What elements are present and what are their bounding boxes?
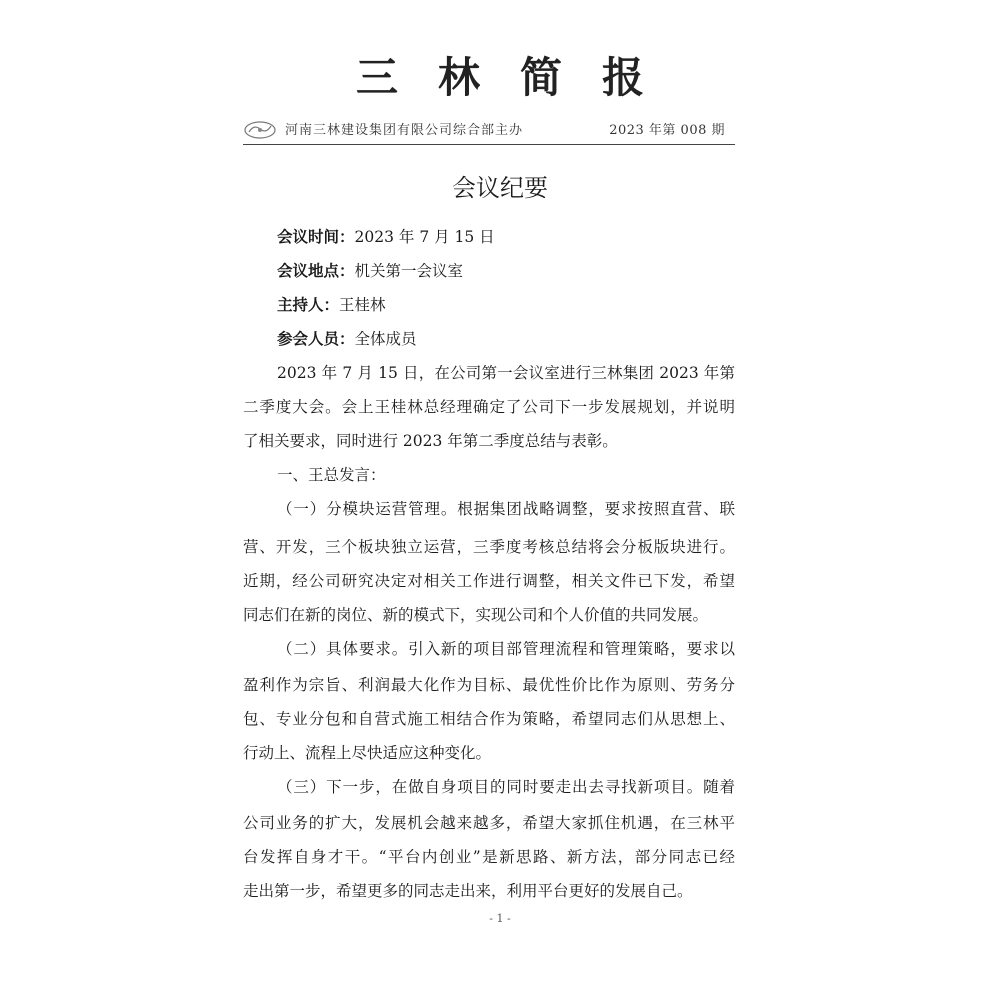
meeting-time — [277, 224, 495, 250]
paragraph-line: 二季度大会。会上王桂林总经理确定了公司下一步发展规划，并说明 — [243, 398, 735, 416]
meeting-host-value: 王桂林 — [339, 296, 386, 314]
header-divider — [243, 144, 735, 145]
publisher-text: 河南三林建设集团有限公司综合部主办 — [285, 123, 524, 138]
meeting-attendees — [277, 326, 417, 352]
meeting-place-label: 会议地点： — [277, 262, 355, 280]
section-heading: 一、王总发言： — [277, 466, 386, 484]
page-number: - 1 - — [489, 912, 511, 925]
meeting-host-label: 主持人： — [277, 296, 340, 314]
paragraph-line: 台发挥自身才干。“平台内创业”是新思路、新方法，部分同志已经 — [243, 848, 735, 866]
company-logo-icon — [243, 120, 277, 140]
meeting-attendees-value: 全体成员 — [354, 330, 417, 348]
paragraph-line: 公司业务的扩大，发展机会越来越多，希望大家抓住机遇，在三林平 — [243, 814, 735, 832]
meeting-place-value: 机关第一会议室 — [354, 262, 464, 280]
meeting-time-value: 2023 年 7 月 15 日 — [354, 228, 495, 246]
paragraph-line: （三）下一步，在做自身项目的同时要走出去寻找新项目。随着 — [277, 778, 735, 796]
document-title: 会议纪要 — [452, 174, 548, 202]
paragraph-line: （二）具体要求。引入新的项目部管理流程和管理策略，要求以 — [277, 640, 735, 658]
paragraph-line: 同志们在新的岗位、新的模式下，实现公司和个人价值的共同发展。 — [243, 606, 709, 624]
paragraph-line: 了相关要求，同时进行 2023 年第二季度总结与表彰。 — [243, 432, 618, 450]
meeting-time-label: 会议时间： — [277, 228, 355, 246]
masthead-title: 三林简报 — [355, 53, 684, 102]
paragraph-line: 走出第一步，希望更多的同志走出来，利用平台更好的发展自己。 — [243, 882, 693, 900]
meeting-place — [277, 258, 463, 284]
issue-number: 2023 年第 008 期 — [609, 123, 725, 138]
paragraph-line: 包、专业分包和自营式施工相结合作为策略，希望同志们从思想上、 — [243, 710, 735, 728]
paragraph-line: （一）分模块运营管理。根据集团战略调整，要求按照直营、联 — [277, 500, 735, 518]
paragraph-line: 近期，经公司研究决定对相关工作进行调整，相关文件已下发，希望 — [243, 572, 735, 590]
meeting-attendees-label: 参会人员： — [277, 330, 355, 348]
paragraph-line: 行动上、流程上尽快适应这种变化。 — [243, 744, 492, 762]
paragraph-line: 营、开发，三个板块独立运营，三季度考核总结将会分板版块进行。 — [243, 538, 735, 556]
meeting-host — [277, 292, 386, 318]
paragraph-line: 2023 年 7 月 15 日，在公司第一会议室进行三林集团 2023 年第 — [277, 364, 735, 382]
paragraph-line: 盈利作为宗旨、利润最大化作为目标、最优性价比作为原则、劳务分 — [243, 676, 735, 694]
issue-info-row — [243, 120, 735, 142]
